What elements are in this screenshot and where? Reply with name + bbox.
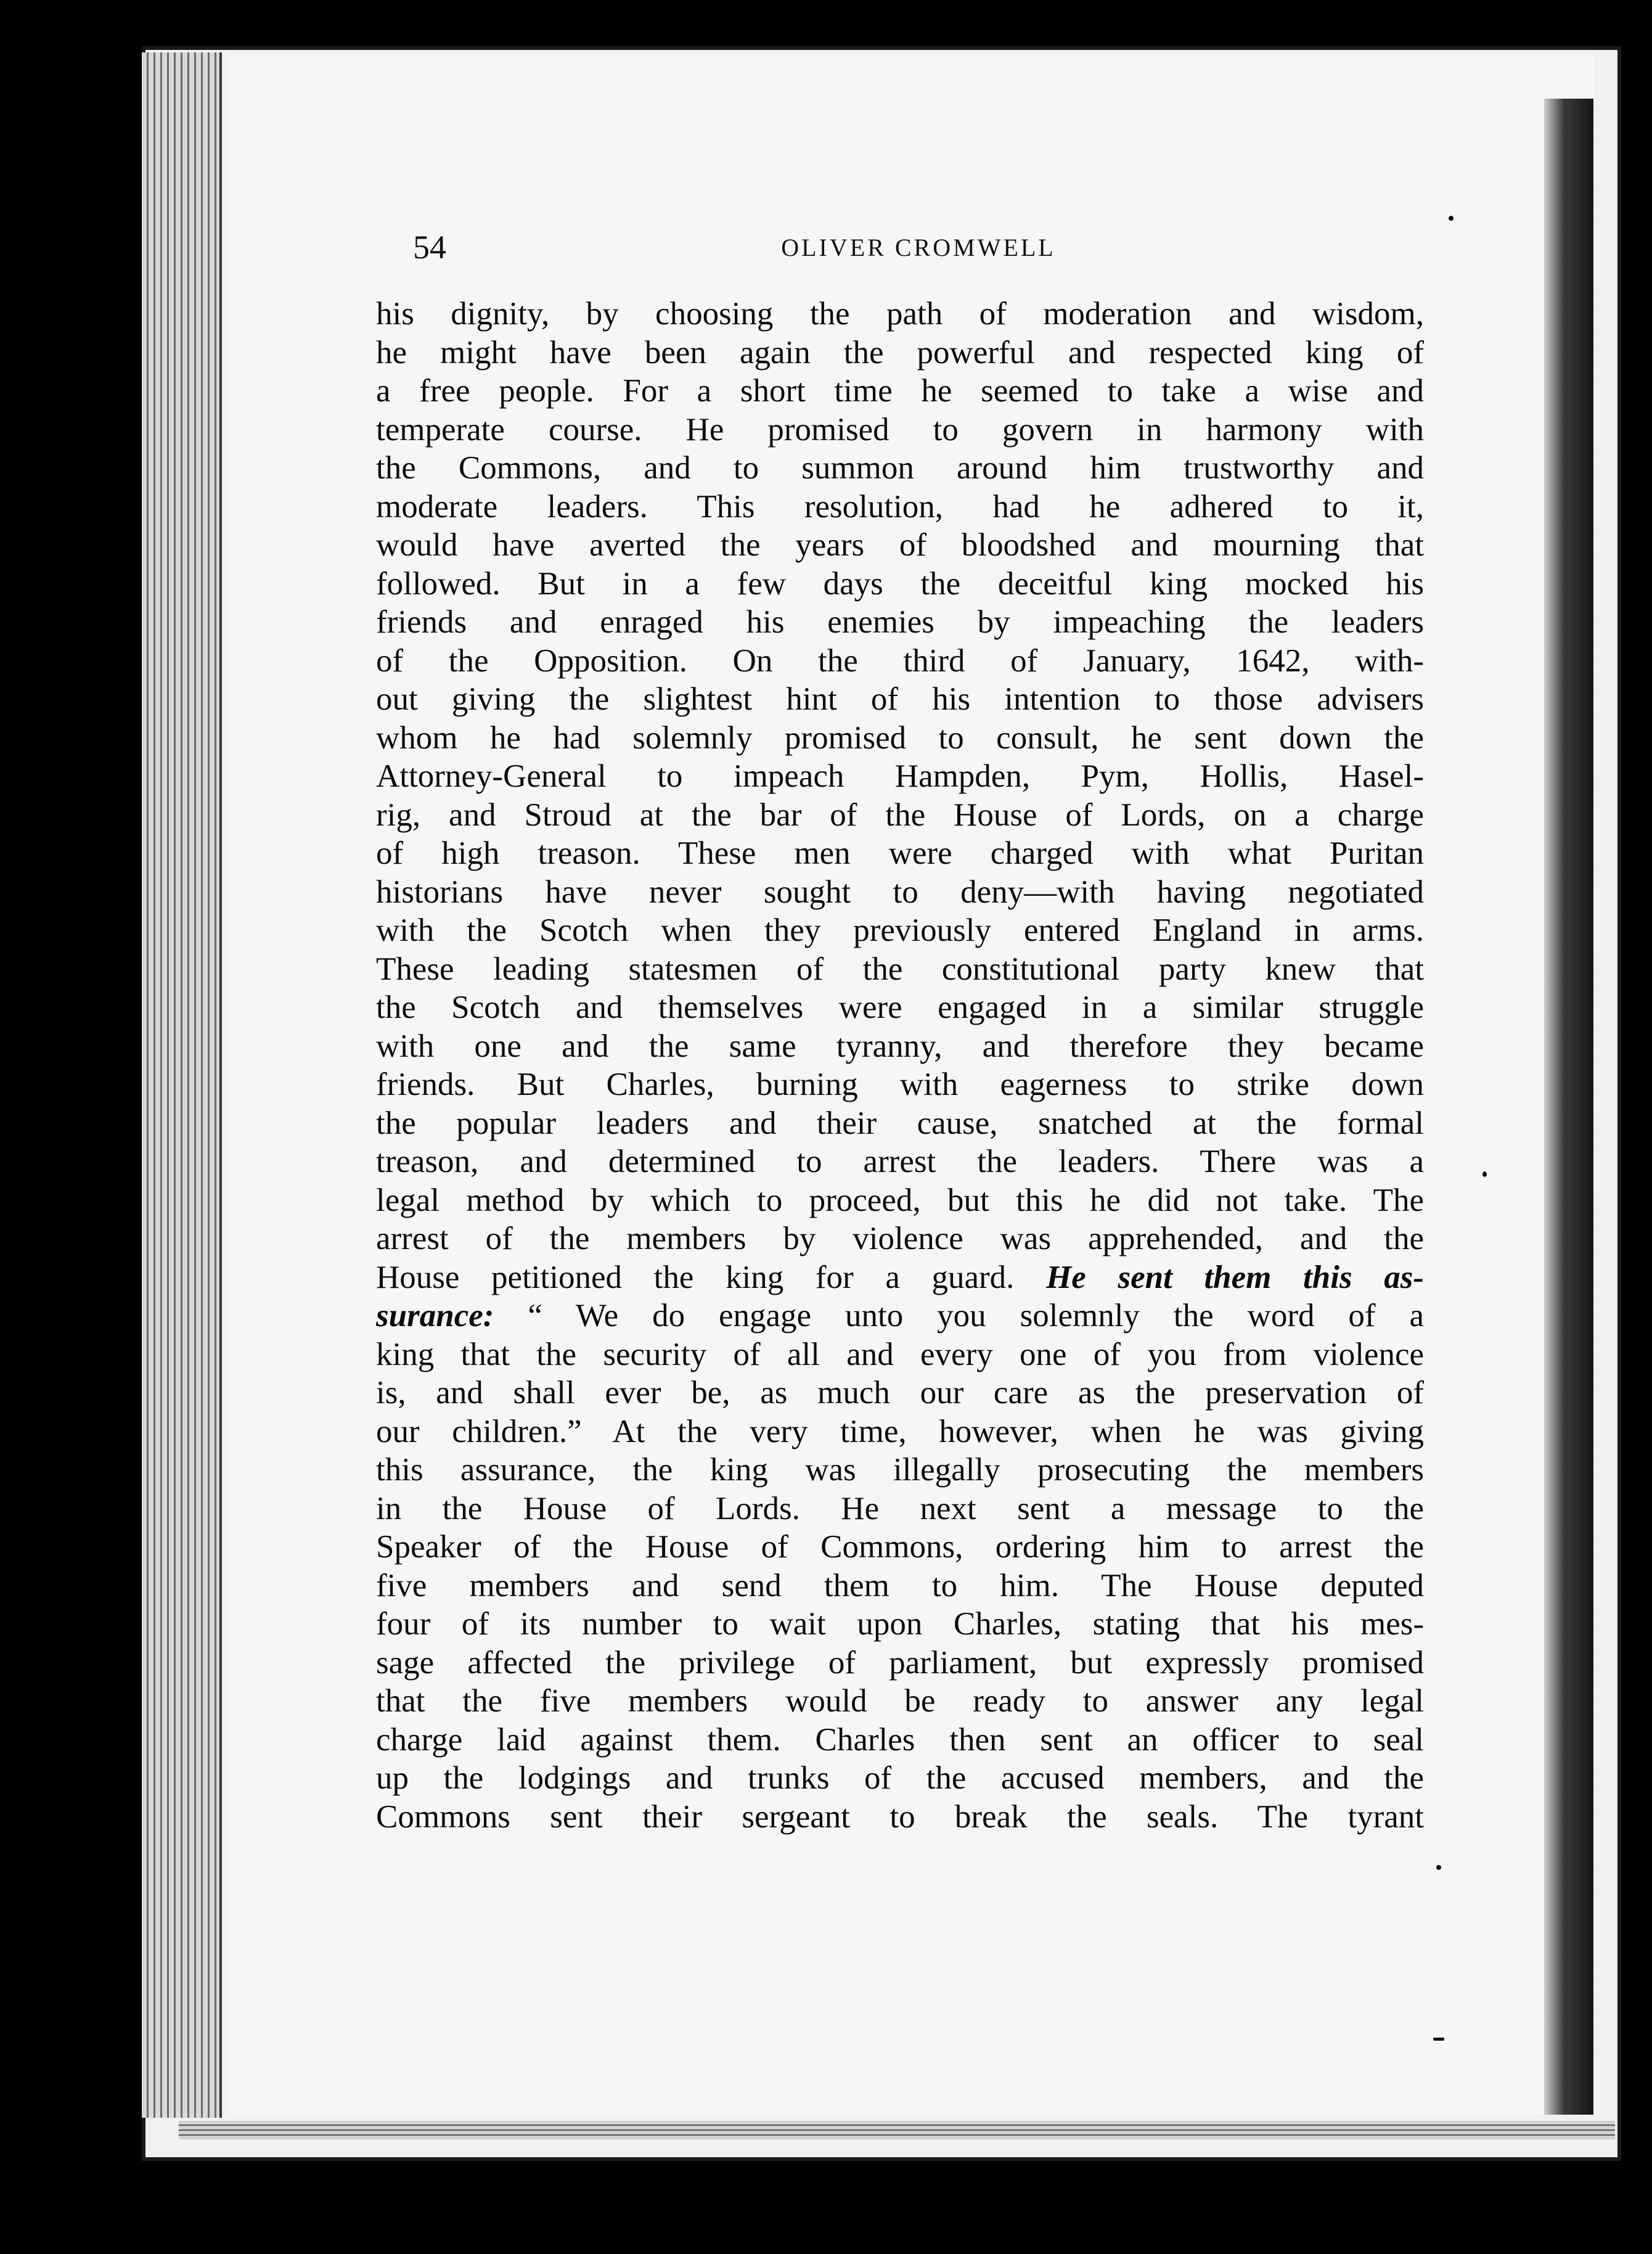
page-number: 54 [413, 229, 446, 266]
text-line: that the five members would be ready to answer any legal [376, 1683, 1424, 1719]
text-line: the Commons, and to summon around him trustworthy and [376, 450, 1424, 486]
text-line: Commons sent their sergeant to break the seals. The tyrant [376, 1798, 1424, 1835]
text-line: friends and enraged his enemies by impeaching the leaders [376, 604, 1424, 640]
scan-speck [1433, 2038, 1444, 2041]
italic-segment: surance: [376, 1298, 494, 1334]
text-line: king that the security of all and every one of you from violence [376, 1336, 1424, 1372]
text-line: of high treason. These men were charged with what Puritan [376, 835, 1424, 871]
text-line: followed. But in a few days the deceitful king mocked his [376, 565, 1424, 602]
text-line: his dignity, by choosing the path of moderation and wisdom, [376, 296, 1424, 332]
text-line: a free people. For a short time he seemed to take a wise and [376, 373, 1424, 409]
body-text [376, 295, 1424, 1836]
text-line: in the House of Lords. He next sent a message to the [376, 1490, 1424, 1527]
text-line: Attorney-General to impeach Hampden, Pym, Hollis, Hasel- [376, 758, 1424, 794]
text-line: friends. But Charles, burning with eagerness to strike down [376, 1067, 1424, 1102]
text-line: temperate course. He promised to govern in harmony with [376, 411, 1424, 448]
text-line: is, and shall ever be, as much our care as the preservation of [376, 1375, 1424, 1411]
text-line: up the lodgings and trunks of the accused members, and the [376, 1760, 1424, 1796]
text-line: charge laid against them. Charles then sent an officer to seal [376, 1721, 1424, 1758]
scan-speck [1449, 216, 1454, 221]
text-line: moderate leaders. This resolution, had he adhered to it, [376, 488, 1424, 525]
text-line: sage affected the privilege of parliament, but expressly promised [376, 1644, 1424, 1681]
text-line: the popular leaders and their cause, snatched at the formal [376, 1105, 1424, 1141]
text-line: this assurance, the king was illegally prosecuting the members [376, 1452, 1424, 1488]
text-line: would have averted the years of bloodshed and mourning that [376, 527, 1424, 563]
text-line: treason, and determined to arrest the leaders. There was a [376, 1144, 1424, 1179]
text-line: Speaker of the House of Commons, ordering him to arrest the [376, 1529, 1424, 1565]
text-line: five members and send them to him. The House deputed [376, 1567, 1424, 1604]
running-header [413, 228, 1424, 271]
italic-segment: He sent them this as- [1046, 1259, 1424, 1295]
gutter-shadow [1544, 99, 1593, 2115]
text-line: historians have never sought to deny—with having negotiated [376, 874, 1424, 910]
page-edges [142, 52, 222, 2118]
text-line: four of its number to wait upon Charles, stating that his mes- [376, 1606, 1424, 1642]
text-line: whom he had solemnly promised to consult, he sent down the [376, 719, 1424, 756]
text-line: of the Opposition. On the third of January, 1642, with- [376, 642, 1424, 679]
text-line: he might have been again the powerful and respected king of [376, 334, 1424, 371]
text-line: our children.” At the very time, however, when he was giving [376, 1413, 1424, 1449]
text-line-with-italic [376, 1297, 1424, 1335]
bottom-page-edges [179, 2121, 1615, 2139]
text-segment: House petitioned the king for a guard. [376, 1259, 1015, 1295]
text-line-with-italic [376, 1258, 1424, 1297]
text-line: arrest of the members by violence was apprehended, and the [376, 1221, 1424, 1256]
text-line: with the Scotch when they previously entered England in arms. [376, 912, 1424, 948]
text-segment: “ We do engage unto you solemnly the word of a [528, 1298, 1425, 1334]
scan-speck [1482, 1171, 1487, 1177]
text-line: rig, and Stroud at the bar of the House of Lords, on a charge [376, 797, 1424, 833]
text-line: These leading statesmen of the constitutional party knew that [376, 951, 1424, 987]
text-line: out giving the slightest hint of his intention to those advisers [376, 681, 1424, 717]
scan-speck [1436, 1865, 1441, 1870]
running-title: OLIVER CROMWELL [781, 234, 1056, 261]
text-line: legal method by which to proceed, but this he did not take. The [376, 1182, 1424, 1218]
text-line: the Scotch and themselves were engaged in a similar struggle [376, 990, 1424, 1025]
text-line: with one and the same tyranny, and therefore they became [376, 1028, 1424, 1064]
